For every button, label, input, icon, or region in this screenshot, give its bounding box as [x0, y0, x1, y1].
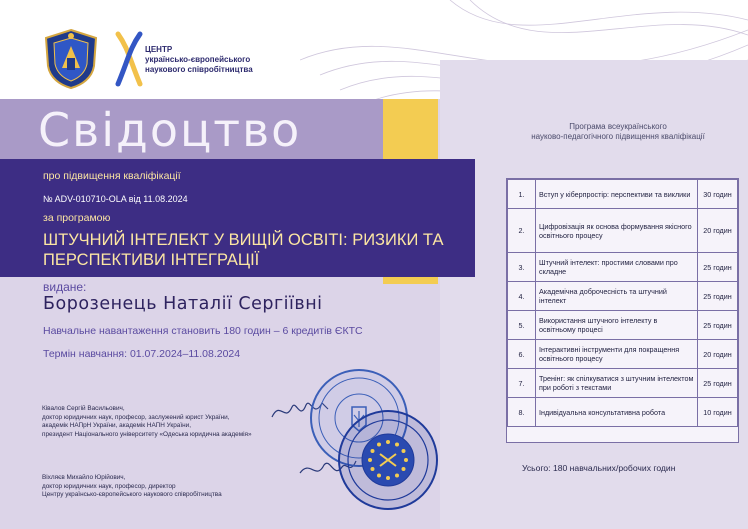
module-number: 1.: [508, 180, 536, 209]
module-hours: 20 годин: [698, 209, 738, 253]
program-heading: [498, 122, 738, 142]
module-topic: Тренінг: як спілкуватися з штучним інтелектом при роботі з текстами: [536, 369, 698, 398]
table-row: [508, 282, 738, 311]
program-total-hours: Усього: 180 навчальних/робочих годин: [522, 463, 676, 473]
module-hours: 20 годин: [698, 340, 738, 369]
table-row: [508, 340, 738, 369]
signature-line: Ківалов Сергій Васильович,: [42, 405, 125, 412]
module-hours: 25 годин: [698, 311, 738, 340]
table-row: [508, 311, 738, 340]
module-hours: 25 годин: [698, 253, 738, 282]
signature-line: доктор юридичних наук, професор, директор: [42, 482, 176, 490]
module-number: 5.: [508, 311, 536, 340]
module-topic: Використання штучного інтелекту в освітньому процесі: [536, 311, 698, 340]
module-hours: 25 годин: [698, 369, 738, 398]
module-number: 3.: [508, 253, 536, 282]
table-row: [508, 180, 738, 209]
program-table: [506, 178, 739, 443]
module-hours: 10 годин: [698, 398, 738, 427]
recipient-name: Борозенець Наталії Сергіївні: [43, 294, 323, 314]
issued-label: видане:: [43, 280, 87, 294]
table-row: [508, 253, 738, 282]
signature-line: президент Національного університету «Одеська юридична академія»: [42, 430, 252, 438]
university-crest-icon: [42, 28, 100, 90]
program-label: за програмою: [43, 212, 111, 224]
module-topic: Академічна доброчесність та штучний інтелект: [536, 282, 698, 311]
program-heading-line: науково-педагогічного підвищення кваліфікації: [531, 132, 705, 141]
center-name-line: наукового співробітництва: [145, 65, 253, 74]
module-topic: Штучний інтелект: простими словами про складне: [536, 253, 698, 282]
module-number: 2.: [508, 209, 536, 253]
module-topic: Цифровізація як основа формування якісного освітнього процесу: [536, 209, 698, 253]
module-number: 8.: [508, 398, 536, 427]
module-topic: Інтерактивні інструменти для покращення освітнього процесу: [536, 340, 698, 369]
study-term: Термін навчання: 01.07.2024–11.08.2024: [43, 348, 241, 360]
center-name: [145, 45, 295, 75]
module-number: 6.: [508, 340, 536, 369]
module-topic: Індивідуальна консультативна робота: [536, 398, 698, 427]
program-table-grid: [507, 179, 738, 427]
center-name-line: ЦЕНТР: [145, 45, 173, 54]
signature-line: академік НАПрН України, академік НАПН України,: [42, 422, 191, 430]
module-number: 7.: [508, 369, 536, 398]
signature-block-director: [42, 474, 302, 500]
certificate-subtitle: про підвищення кваліфікації: [43, 170, 181, 182]
center-x-logo-icon: [114, 30, 144, 88]
signature-line: доктор юридичних наук, професор, заслужений юрист України,: [42, 413, 230, 421]
table-row: [508, 398, 738, 427]
module-hours: 30 годин: [698, 180, 738, 209]
signature-line: Віхляєв Михайло Юрійович,: [42, 474, 126, 481]
module-topic: Вступ у кіберпростір: перспективи та виклики: [536, 180, 698, 209]
signature-line: Центру українсько-європейського наукового співробітництва: [42, 491, 222, 499]
table-row: [508, 369, 738, 398]
module-number: 4.: [508, 282, 536, 311]
certificate-title: Свідоцтво: [38, 103, 302, 157]
round-seal-stars-icon: [336, 408, 440, 512]
course-title: ШТУЧНИЙ ІНТЕЛЕКТ У ВИЩІЙ ОСВІТІ: РИЗИКИ ТА ПЕРСПЕКТИВИ ІНТЕГРАЦІЇ: [43, 231, 444, 269]
module-hours: 25 годин: [698, 282, 738, 311]
program-heading-line: Програма всеукраїнського: [569, 122, 667, 131]
study-load: Навчальне навантаження становить 180 годин – 6 кредитів ЄКТС: [43, 325, 363, 337]
table-row: [508, 209, 738, 253]
center-name-line: українсько-європейського: [145, 55, 251, 64]
certificate-number: № ADV-010710-OLA від 11.08.2024: [43, 194, 188, 204]
